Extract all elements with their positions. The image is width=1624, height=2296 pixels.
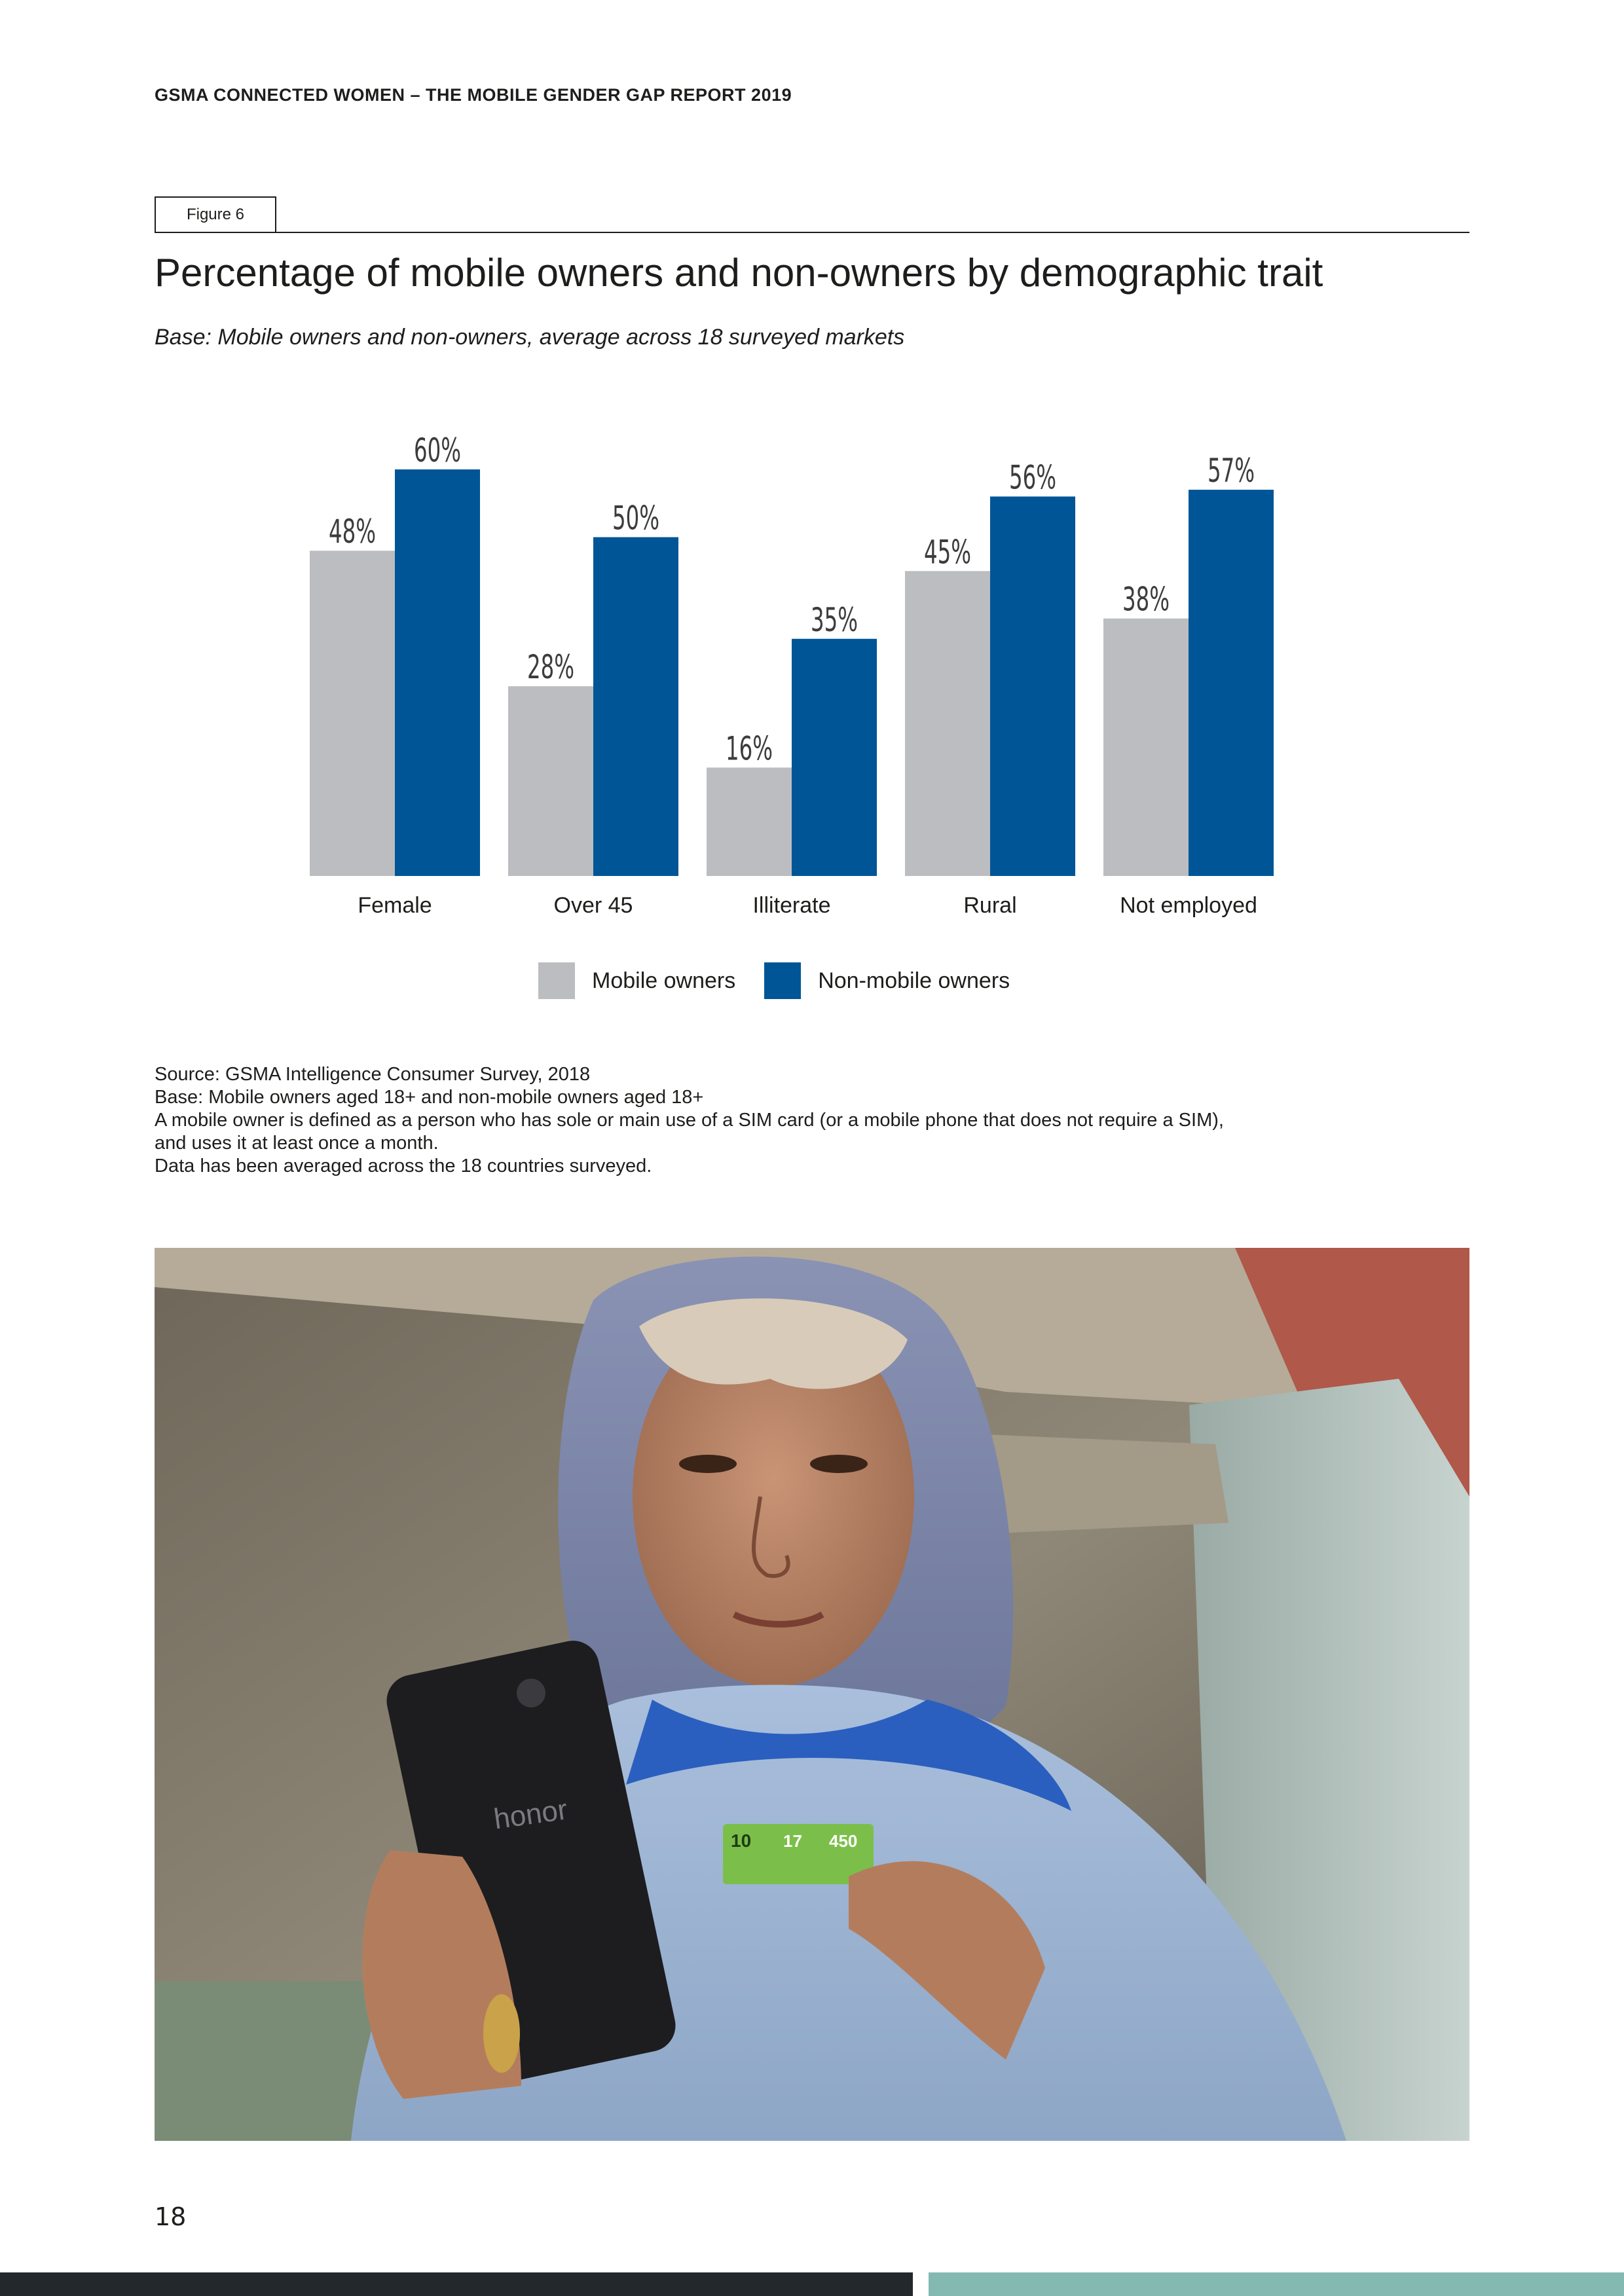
phone-brand: honor bbox=[492, 1793, 570, 1836]
footer-bar-teal bbox=[929, 2272, 1624, 2296]
category-label: Not employed bbox=[1120, 893, 1257, 918]
bar-non-mobile-owners-not-employed bbox=[1189, 490, 1274, 876]
bar-non-mobile-owners-over-45 bbox=[593, 538, 678, 877]
bar-value-label: 50% bbox=[612, 499, 659, 538]
source-notes bbox=[155, 1063, 1224, 1178]
bar-value-label: 60% bbox=[414, 431, 461, 469]
category-label: Illiterate bbox=[752, 893, 831, 918]
legend-swatch-mobile-owners bbox=[538, 962, 575, 999]
card-number: 17 bbox=[783, 1831, 802, 1851]
bar-value-label: 38% bbox=[1122, 580, 1170, 619]
bar-value-label: 35% bbox=[811, 600, 858, 639]
card-number: 450 bbox=[829, 1831, 858, 1851]
legend-swatch-non-mobile-owners bbox=[764, 962, 801, 999]
legend-label-non-mobile-owners: Non-mobile owners bbox=[818, 968, 1010, 993]
note-line: Data has been averaged across the 18 countries surveyed. bbox=[155, 1156, 652, 1176]
bar-mobile-owners-over-45 bbox=[508, 686, 593, 876]
category-label: Over 45 bbox=[553, 893, 633, 918]
bar-non-mobile-owners-illiterate bbox=[792, 639, 877, 876]
page-number: 18 bbox=[155, 2202, 187, 2231]
bar-value-label: 57% bbox=[1208, 452, 1255, 490]
footer-bar-dark bbox=[0, 2272, 913, 2296]
bar-non-mobile-owners-female bbox=[395, 469, 480, 876]
running-header: GSMA CONNECTED WOMEN – THE MOBILE GENDER GAP REPORT 2019 bbox=[155, 85, 792, 105]
note-line: and uses it at least once a month. bbox=[155, 1133, 439, 1154]
bar-value-label: 16% bbox=[726, 729, 773, 768]
bar-non-mobile-owners-rural bbox=[990, 496, 1075, 876]
category-label: Rural bbox=[963, 893, 1017, 918]
category-label: Female bbox=[358, 893, 432, 918]
figure-subtitle: Base: Mobile owners and non-owners, average across 18 surveyed markets bbox=[155, 325, 905, 350]
bar-mobile-owners-not-employed bbox=[1103, 619, 1189, 876]
note-line: Base: Mobile owners aged 18+ and non-mobile owners aged 18+ bbox=[155, 1087, 704, 1108]
note-line: Source: GSMA Intelligence Consumer Survey, 2018 bbox=[155, 1064, 591, 1085]
bar-chart bbox=[0, 0, 1624, 956]
figure-title: Percentage of mobile owners and non-owners by demographic trait bbox=[155, 251, 1323, 295]
bar-value-label: 56% bbox=[1009, 458, 1056, 497]
note-line: A mobile owner is defined as a person who has sole or main use of a SIM card (or a mobile phone that does not require a SIM), bbox=[155, 1110, 1224, 1131]
figure-tag: Figure 6 bbox=[155, 196, 276, 232]
bar-mobile-owners-illiterate bbox=[707, 767, 792, 876]
bar-value-label: 45% bbox=[924, 533, 971, 572]
legend-label-mobile-owners: Mobile owners bbox=[592, 968, 736, 993]
bar-mobile-owners-rural bbox=[905, 571, 990, 876]
bar-mobile-owners-female bbox=[310, 551, 395, 876]
bar-value-label: 48% bbox=[329, 513, 376, 551]
photo-woman-with-phone bbox=[155, 1248, 1469, 2141]
card-number: 10 bbox=[731, 1831, 752, 1851]
bar-value-label: 28% bbox=[527, 648, 574, 687]
chart-legend bbox=[538, 962, 1010, 999]
